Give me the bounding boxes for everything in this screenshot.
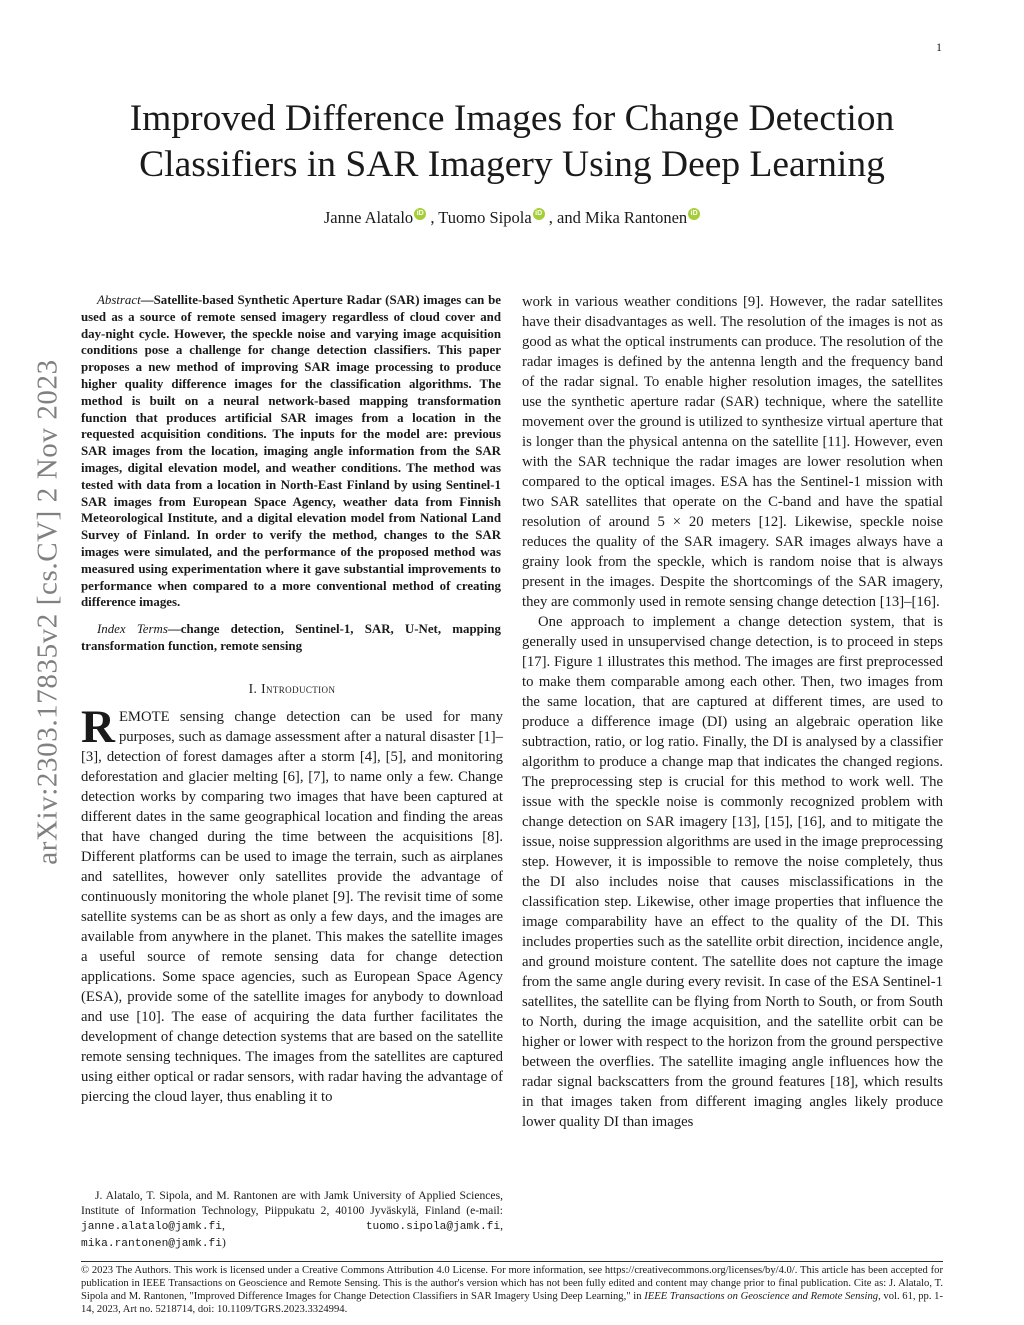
email-separator: , (222, 1219, 366, 1232)
email-link[interactable]: tuomo.sipola@jamk.fi (365, 1221, 501, 1233)
author-list (60, 208, 964, 228)
title-line-1: Improved Difference Images for Change Detection (129, 98, 895, 139)
body-paragraph: work in various weather conditions [9]. However, the radar satellites have their disadvantages as well. The resolution of the images is not as good as what the optical instruments can produce. The resolution of the radar images is defined by the antenna length and the frequency band of the radar signal. To enable higher resolution images, the satellites use the synthetic aperture radar (SAR) technique, where the satellite movement over the ground is utilized to synthesize virtual aperture that is longer than the physical antenna on the satellite [11]. However, even with the SAR technique the radar images are lower resolution when compared to the optical images. ESA has the Sentinel-1 mission with two SAR satellites that operate on the C-band and have the spatial resolution of around 5 × 20 meters [12]. Likewise, speckle noise reduces the quality of the SAR imagery. SAR images always have a grainy look from the speckle, which is random noise that is always present in the images. Despite the shortcomings of the SAR imagery, they are commonly used in remote sensing change detection [13]–[16]. (522, 294, 943, 610)
orcid-icon[interactable]: iD (688, 208, 700, 220)
right-column (522, 292, 943, 1132)
author-name: and Mika Rantonen (557, 208, 688, 227)
intro-first-word: EMOTE (118, 708, 170, 725)
left-column (81, 292, 503, 1107)
license-journal: IEEE Transactions on Geoscience and Remote Sensing (644, 1291, 879, 1302)
intro-text: sensing change detection can be used for many purposes, such as damage assessment after a natural disaster [1]–[3], detection of forest damages after a storm [4], [5], and monitoring deforestation and glacier melting [6], [7], to name only a few. Change detection works by comparing two images that have been captured at different dates in the same geographical location and finding the areas that have changed during the time between the acquisitions [8]. Different platforms can be used to image the terrain, such as airplanes and satellites, however only satellites provide the advantage of continuously monitoring the whole planet [9]. The revisit time of some satellite systems can be as short as only a few days, and the images are available from anywhere in the planet. This makes the satellite images a useful source of remote sensing data for change detection applications. Some space agencies, such as European Space Agency (ESA), provide some of the satellite images for anybody to download and use [10]. The ease of acquiring the data further facilitates the development of change detection systems that are based on the satellite remote sensing techniques. The images from the satellites are captured using either optical or radar sensors, with radar having the advantage of piercing the cloud layer, thus enabling it to (81, 708, 503, 1105)
email-separator: , (500, 1219, 503, 1232)
intro-paragraph (81, 700, 503, 1107)
author-footnote (81, 1188, 503, 1252)
abstract-label: Abstract (97, 293, 141, 307)
license-text: © 2023 The Authors. This work is licensed under a Creative Commons Attribution 4.0 License. For more information, see https://creativecommons.org/licenses/by/4.0/. This article has been accepted for publication in IEEE Transactions on Geoscience and Remote Sensing. This is the author's version which has not been fully edited and content may change prior to final publication. Cite as: J. Alatalo, T. Sipola and M. Rantonen, "Improved Difference Images for Change Detection Classifiers in SAR Imagery Using Deep Learning," in (81, 1265, 943, 1302)
section-heading: I. Introduction (248, 680, 336, 696)
orcid-icon[interactable]: iD (414, 208, 426, 220)
abstract-text: —Satellite-based Synthetic Aperture Radar (SAR) images can be used as a source of remote sensed imagery regardless of cloud cover and day-night cycle. However, the speckle noise and varying image acquisition conditions pose a challenge for change detection classifiers. This paper proposes a new method of improving SAR image processing to produce higher quality difference images for the classification algorithms. The method is built on a neural network-based mapping transformation function that produces artificial SAR images from a location in the requested acquisition conditions. The inputs for the model are: previous SAR images from the location, imaging angle information from the SAR images, digital elevation model, and weather conditions. The method was tested with data from a location in North-East Finland by using Sentinel-1 SAR images from European Space Agency, weather data from Finnish Meteorological Institute, and a digital elevation model from National Land Survey of Finland. In order to verify the method, changes to the SAR images were simulated, and the performance of the proposed method was measured using experimentation where it gave substantial improvements to performance when compared to a more conventional method of creating difference images. (81, 293, 501, 610)
page-number: 1 (936, 40, 942, 54)
paper-title (60, 96, 964, 188)
orcid-icon[interactable]: iD (533, 208, 545, 220)
license-divider (81, 1261, 943, 1262)
email-link[interactable]: janne.alatalo@jamk.fi (81, 1221, 222, 1233)
license-tail: , vol. 61, pp. 1-14, 2023, Art no. 5218714, doi: 10.1109/TGRS.2023.3324994. (81, 1291, 944, 1315)
index-terms-label: Index Terms (97, 622, 168, 637)
index-terms-text: —change detection, Sentinel-1, SAR, U-Net, mapping transformation function, remote sensing (81, 622, 501, 653)
footnote-close: ) (222, 1236, 226, 1249)
arxiv-stamp-text: arXiv:2303.17835v2 [cs.CV] 2 Nov 2023 (31, 359, 64, 865)
drop-cap: R (81, 700, 115, 753)
title-line-2: Classifiers in SAR Imagery Using Deep Learning (139, 144, 885, 185)
footnote-text: J. Alatalo, T. Sipola, and M. Rantonen are with Jamk University of Applied Sciences, Institute of Information Technology, Piippukatu 2, 40100 Jyväskylä, Finland (e-mail: (81, 1189, 503, 1217)
author-separator: , (430, 208, 435, 227)
email-link[interactable]: mika.rantonen@jamk.fi (81, 1238, 222, 1250)
author-name: Tuomo Sipola (438, 208, 532, 227)
index-terms (81, 621, 503, 655)
license-notice (81, 1264, 943, 1316)
body-paragraph: One approach to implement a change detection system, that is generally used in unsupervised change detection, is to proceed in steps [17]. Figure 1 illustrates this method. The images are first preprocessed to make them comparable among each other. Then, two images from the same location, that are captured at different times, are used to produce a difference image (DI) using an algebraic operation like subtraction, ratio, or log ratio. Finally, the DI is analysed by a classifier algorithm to produce a change map that indicates the changed regions. The preprocessing step is crucial for this method to work well. The issue with the speckle noise is commonly recognized problem with change detection on SAR imagery [13], [15], [16], and to mitigate the issue, noise suppression algorithms are used in the image preprocessing step. However, it is impossible to remove the noise completely, thus the DI also includes noise that causes misclassifications in the classification step. Likewise, other image properties that influence the image comparability have an effect to the quality of the DI. This includes properties such as the satellite orbit direction, incidence angle, and ground moisture content. The satellite does not capture the image from the same angle during every revisit. In case of the ESA Sentinel-1 satellites, the satellite can be flying from North to South, or from South to North, during the image acquisition, and the satellite orbit can be higher or lower with respect to the horizon from the ground perspective between the overflies. The satellite imaging angle influences how the radar signal backscatters from the ground features [18], which results in that images taken from different imaging angles likely produce lower quality DI than images (522, 614, 943, 1130)
author-name: Janne Alatalo (323, 208, 414, 227)
author-separator: , (548, 208, 553, 227)
abstract (81, 292, 503, 611)
